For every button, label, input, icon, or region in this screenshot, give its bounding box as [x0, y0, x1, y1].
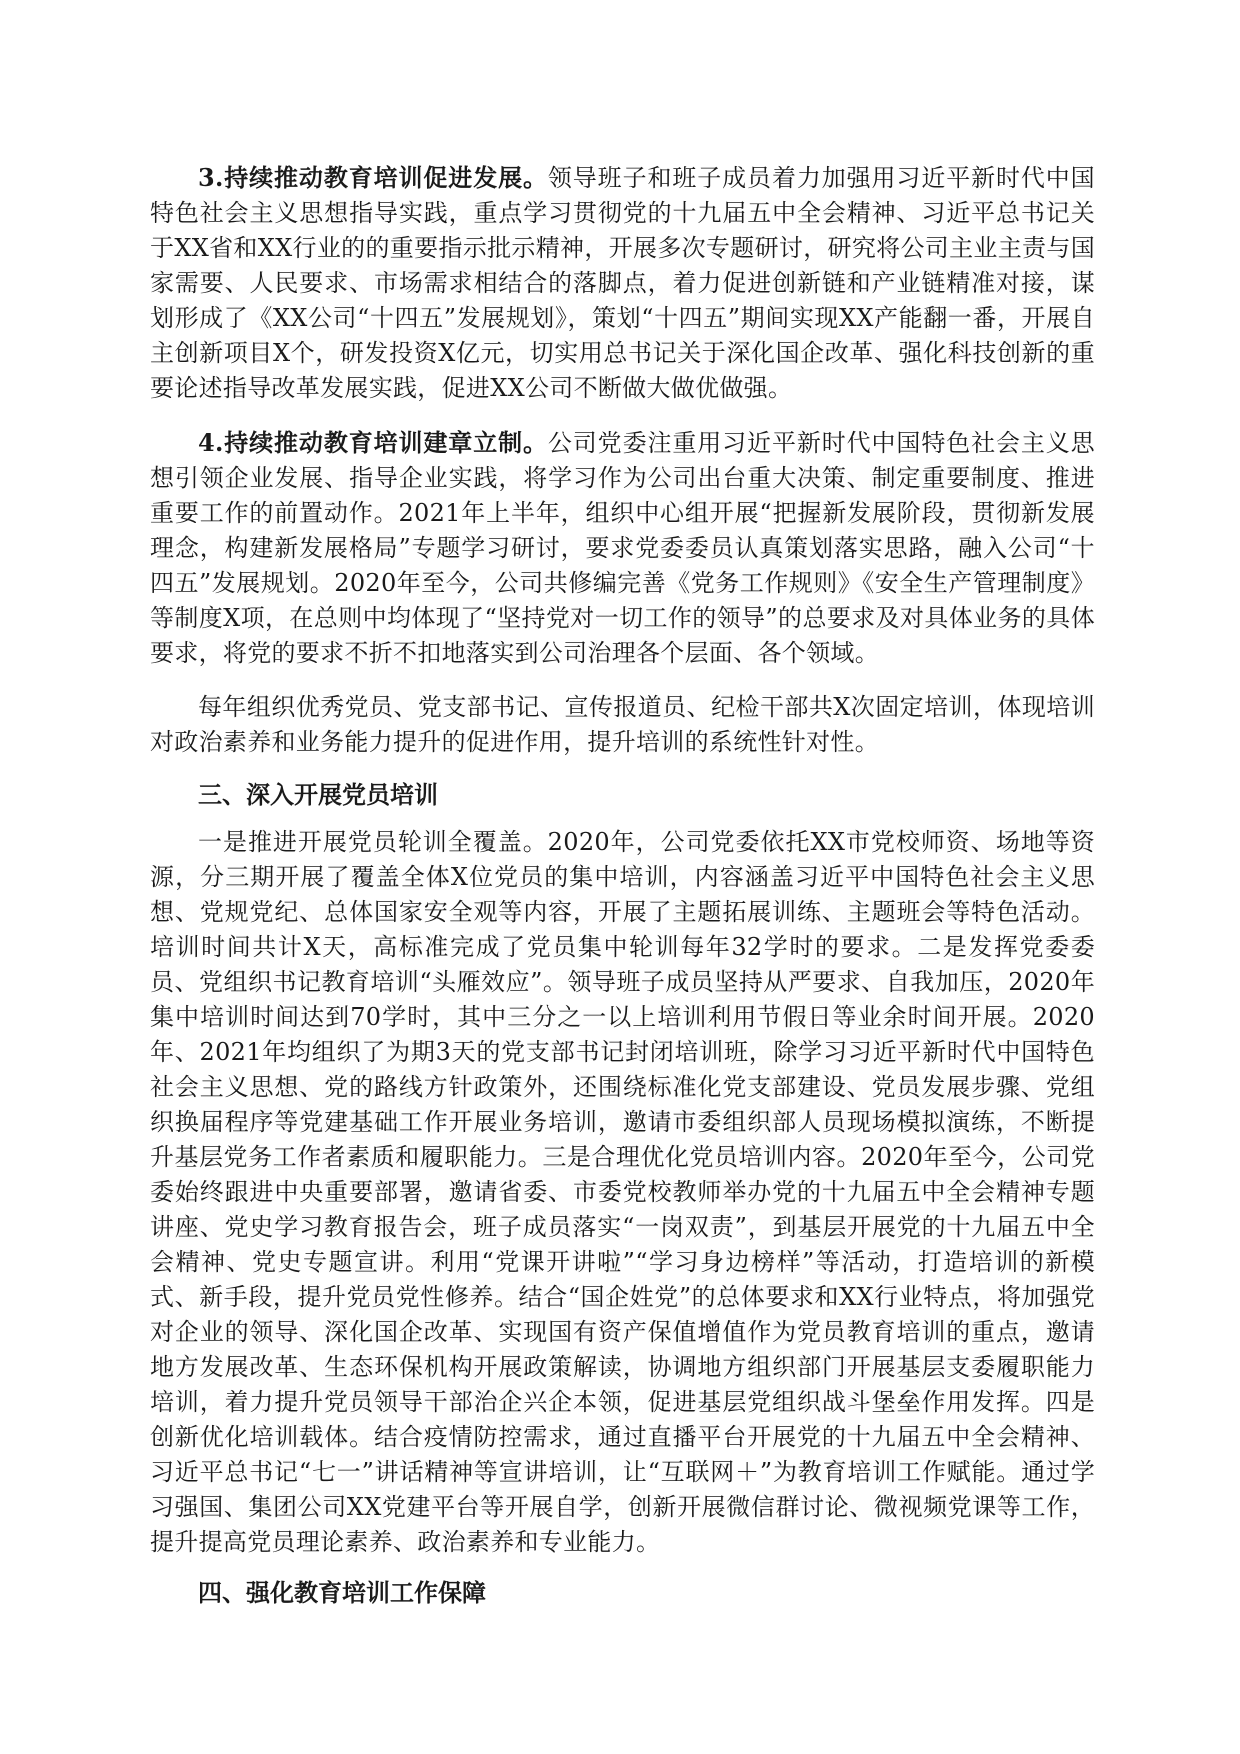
- paragraph-development: [150, 160, 1095, 406]
- paragraph-lead: 4.持续推动教育培训建章立制。: [198, 428, 548, 457]
- paragraph-text: 每年组织优秀党员、党支部书记、宣传报道员、纪检干部共X次固定培训，体现培训对政治素养和业务能力提升的促进作用，提升培训的系统性针对性。: [150, 693, 1095, 756]
- paragraph-text: 公司党委注重用习近平新时代中国特色社会主义思想引领企业发展、指导企业实践，将学习作为公司出台重大决策、制定重要制度、推进重要工作的前置动作。2021年上半年，组织中心组开展“把握新发展阶段，贯彻新发展理念，构建新发展格局”专题学习研讨，要求党委委员认真策划落实思路，融入公司“十四五”发展规划。2020年至今，公司共修编完善《党务工作规则》《安全生产管理制度》等制度X项，在总则中均体现了“坚持党对一切工作的领导”的总要求及对具体业务的具体要求，将党的要求不折不扣地落实到公司治理各个层面、各个领域。: [150, 429, 1095, 667]
- section-heading-4: 四、强化教育培训工作保障: [198, 1579, 486, 1607]
- section-heading-3: 三、深入开展党员培训: [198, 781, 438, 809]
- paragraph-text: 领导班子和班子成员着力加强用习近平新时代中国特色社会主义思想指导实践，重点学习贯彻党的十九届五中全会精神、习近平总书记关于XX省和XX行业的的重要指示批示精神，开展多次专题研讨，研究将公司主业主责与国家需要、人民要求、市场需求相结合的落脚点，着力促进创新链和产业链精准对接，谋划形成了《XX公司“十四五”发展规划》，策划“十四五”期间实现XX产能翻一番，开展自主创新项目X个，研发投资X亿元，切实用总书记关于深化国企改革、强化科技创新的重要论述指导改革发展实践，促进XX公司不断做大做优做强。: [150, 164, 1095, 402]
- paragraph-lead: 3.持续推动教育培训促进发展。: [198, 163, 548, 192]
- paragraph-regulations: [150, 425, 1095, 671]
- paragraph-annual-training: [150, 690, 1095, 760]
- paragraph-member-training: 一是推进开展党员轮训全覆盖。2020年，公司党委依托XX市党校师资、场地等资源，分三期开展了覆盖全体X位党员的集中培训，内容涵盖习近平中国特色社会主义思想、党规党纪、总体国家安全观等内容，开展了主题拓展训练、主题班会等特色活动。培训时间共计X天，高标准完成了党员集中轮训每年32学时的要求。二是发挥党委委员、党组织书记教育培训“头雁效应”。领导班子成员坚持从严要求、自我加压，2020年集中培训时间达到70学时，其中三分之一以上培训利用节假日等业余时间开展。2020年、2021年均组织了为期3天的党支部书记封闭培训班，除学习习近平新时代中国特色社会主义思想、党的路线方针政策外，还围绕标准化党支部建设、党员发展步骤、党组织换届程序等党建基础工作开展业务培训，邀请市委组织部人员现场模拟演练，不断提升基层党务工作者素质和履职能力。三是合理优化党员培训内容。2020年至今，公司党委始终跟进中央重要部署，邀请省委、市委党校教师举办党的十九届五中全会精神专题讲座、党史学习教育报告会，班子成员落实“一岗双责”，到基层开展党的十九届五中全会精神、党史专题宣讲。利用“党课开讲啦”“学习身边榜样”等活动，打造培训的新模式、新手段，提升党员党性修养。结合“国企姓党”的总体要求和XX行业特点，将加强党对企业的领导、深化国企改革、实现国有资产保值增值作为党员教育培训的重点，邀请地方发展改革、生态环保机构开展政策解读，协调地方组织部门开展基层支委履职能力培训，着力提升党员领导干部治企兴企本领，促进基层党组织战斗堡垒作用发挥。四是创新优化培训载体。结合疫情防控需求，通过直播平台开展党的十九届五中全会精神、习近平总书记“七一”讲话精神等宣讲培训，让“互联网＋”为教育培训工作赋能。通过学习强国、集团公司XX党建平台等开展自学，创新开展微信群讨论、微视频党课等工作，提升提高党员理论素养、政治素养和专业能力。: [150, 828, 1095, 1556]
